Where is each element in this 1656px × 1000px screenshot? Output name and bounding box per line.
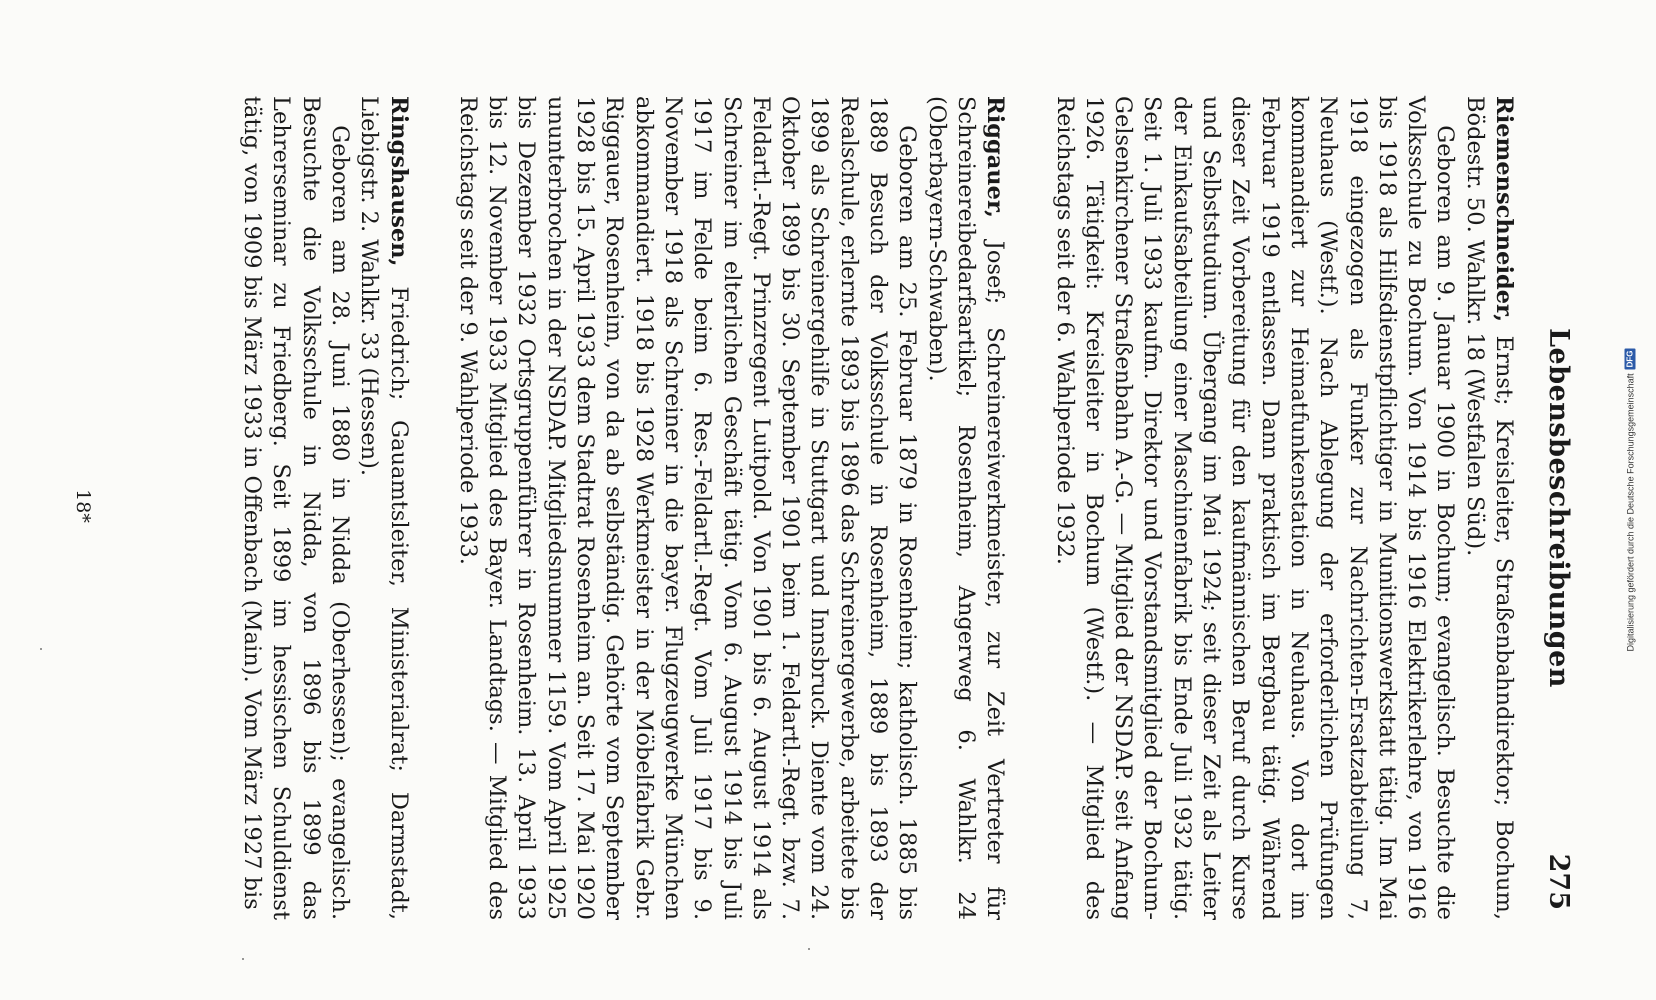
scan-speck xyxy=(242,958,244,960)
entry-heading-line xyxy=(354,96,413,920)
entry-body: Geboren am 9. Januar 1900 in Bochum; evangelisch. Besuchte die Volksschule zu Bochum. Von 1914 bis 1916 Elektrikerlehre, von 1916 bis 1918 als Hilfsdienstpflichtiger in Munitionswerkstatt tätig. Im Mai 1918 eingezogen als Funker zur Nachrichten-Ersatzabteilung 7, Neuhaus (Westf.). Nach Ablegung der erforderlichen Prüfungen kommandiert zur Heimatfunkenstation in Neuhaus. Von dort im Februar 1919 entlassen. Dann praktisch im Bergbau tätig. Während dieser Zeit Vorbereitung für den kaufmännischen Beruf durch Kurse und Selbststudium. Übergang im Mai 1924; seit dieser Zeit als Leiter der Einkaufsabteilung einer Maschinenfabrik bis Ende Juli 1932 tätig. Seit 1. Juli 1933 kaufm. Direktor und Vorstandsmitglied der Bochum-Gelsenkirchener Straßenbahn A.-G. — Mitglied der NSDAP. seit Anfang 1926. Tätigkeit: Kreisleiter in Bochum (Westf.). — Mitglied des Reichstags seit der 6. Wahlperiode 1932. xyxy=(1051,96,1459,920)
entry-heading-line xyxy=(1459,96,1518,920)
entry-name: Ringshausen, xyxy=(385,96,412,267)
page-number: 275 xyxy=(1543,853,1574,910)
entry-lead: Josef; Schreinereiwerkmeister, zur Zeit Vertreter für Schreinereibedarfsartikel; Rosenheim, Angerweg 6. Wahlkr. 24 (Oberbayern-Schwaben). xyxy=(923,96,1009,920)
document-page xyxy=(48,0,1608,1000)
page-header xyxy=(1536,96,1580,920)
entry-lead: Ernst; Kreisleiter, Straßenbahndirektor; Bochum, Bödestr. 50. Wahlkr. 18 (Westfalen Süd). xyxy=(1461,96,1517,920)
scan-speck xyxy=(808,948,810,950)
entry-name: Riggauer, xyxy=(982,96,1009,219)
biography-entry xyxy=(1049,96,1518,920)
credit-text: Digitalisierung gefördert durch die Deutsche Forschungsgemeinschaft xyxy=(1625,373,1635,652)
biography-entry xyxy=(453,96,1010,920)
dfg-logo: DFG xyxy=(1625,350,1635,368)
entry-lead: Friedrich; Gauamtsleiter, Ministerialrat; Darmstadt, Liebigstr. 2. Wahlkr. 33 (Hessen). xyxy=(356,96,412,920)
running-head: Lebensbeschreibungen xyxy=(1543,328,1574,688)
entry-name: Riemenschneider, xyxy=(1491,96,1517,323)
entry-heading-line xyxy=(921,96,1009,920)
scan-speck xyxy=(40,648,42,650)
digitization-credit xyxy=(1625,348,1636,651)
entry-body: Geboren am 28. Juni 1880 in Nidda (Oberhessen); evangelisch. Besuchte die Volksschule in Nidda, von 1896 bis 1899 das Lehrerseminar zu Friedberg. Seit 1899 im hessischen Schuldienst tätig, von 1909 bis März 1933 in Offenbach (Main). Vom März 1927 bis xyxy=(239,96,354,920)
entry-body: Geboren am 25. Februar 1879 in Rosenheim; katholisch. 1885 bis 1889 Besuch der Volksschule in Rosenheim, 1889 bis 1893 der Realschule, erlernte 1893 bis 1896 das Schreinergewerbe, arbeitete bis 1899 als Schreinergehilfe in Stuttgart und Innsbruck. Diente vom 24. Oktober 1899 bis 30. September 1901 beim 1. Feldartl.-Regt. bzw. 7. Feldartl.-Regt. Prinzregent Luitpold. Von 1901 bis 6. August 1914 als Schreiner im elterlichen Geschäft tätig. Vom 6. August 1914 bis Juli 1917 im Felde beim 6. Res.-Feldartl.-Regt. Vom Juli 1917 bis 9. November 1918 als Schreiner in die bayer. Flugzeugwerke München abkommandiert. 1918 bis 1928 Werkmeister in der Möbelfabrik Gebr. Riggauer, Rosenheim, von da ab selbständig. Gehörte vom September 1928 bis 15. April 1933 dem Stadtrat Rosenheim an. Seit 17. Mai 1920 ununterbrochen in der NSDAP. Mitgliedsnummer 1159. Vom April 1925 bis Dezember 1932 Ortsgruppenführer in Rosenheim. 13. April 1933 bis 12. November 1933 Mitglied des Bayer. Landtags. — Mitglied des Reichstags seit der 9. Wahlperiode 1933. xyxy=(454,96,921,920)
biography-entry xyxy=(237,96,413,920)
signature-mark: 18* xyxy=(72,489,94,523)
